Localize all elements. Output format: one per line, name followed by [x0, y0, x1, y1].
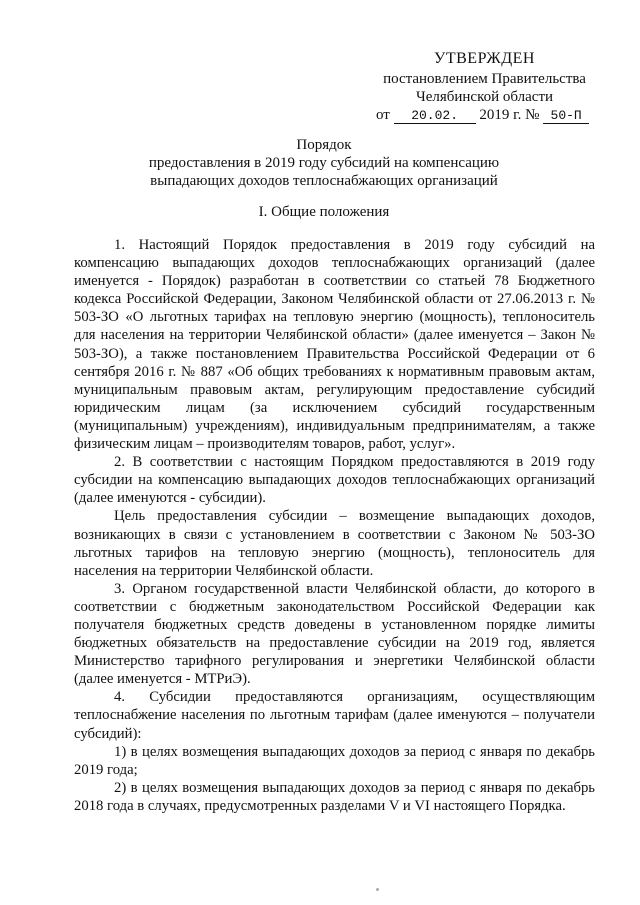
approval-line-2: Челябинской области [415, 89, 554, 105]
approval-date: 20.02. [394, 108, 476, 124]
approval-year: 2019 г. № [479, 107, 540, 123]
paragraph-5: 4. Субсидии предоставляются организациям, осуществляющим теплоснабжение населения по льготным тарифам (далее именуются – получатели субсидий): [74, 689, 595, 742]
title-line-1: Порядок [296, 137, 352, 153]
title-line-3: выпадающих доходов теплоснабжающих организаций [150, 173, 498, 189]
paragraph-1: 1. Настоящий Порядок предоставления в 2019 году субсидий на компенсацию выпадающих доходов теплоснабжающих организаций (далее именуется - Порядок) разработан в соответствии со статьей 78 Бюджетного кодекса Российской Федерации, Законом Челябинской области от 27.06.2013 г. № 503-ЗО «О льготных тарифах на тепловую энергию (мощность), теплоноситель для населения на территории Челябинской области» (далее именуется – Закон № 503-ЗО), а также постановлением Правительства Российской Федерации от 6 сентября 2016 г. № 887 «Об общих требованиях к нормативным правовым актам, муниципальным правовым актам, регулирующим предоставление субсидий юридическим лицам (за исключением субсидий государственным (муниципальным) учреждениям), индивидуальным предпринимателям, а также физическим лицам – производителям товаров, работ, услуг». [74, 237, 595, 453]
approval-line-1: постановлением Правительства [383, 71, 586, 87]
from-prefix: от [376, 107, 390, 123]
paragraph-4: 3. Органом государственной власти Челябинской области, до которого в соответствии с бюджетным законодательством Российской Федерации как получателя бюджетных средств доведены в установленном порядке лимиты бюджетных обязательств на предоставление субсидии на 2019 год, является Министерство тарифного регулирования и энергетики Челябинской области (далее именуется - МТРиЭ). [74, 580, 595, 688]
paragraph-2: 2. В соответствии с настоящим Порядком предоставляются в 2019 году субсидии на компенсацию выпадающих доходов теплоснабжающих организаций (далее именуются - субсидии). [74, 454, 595, 507]
title-line-2: предоставления в 2019 году субсидий на компенсацию [148, 155, 500, 171]
approval-date-line [376, 106, 597, 124]
scan-speck [376, 888, 379, 891]
approval-heading: УТВЕРЖДЕН [434, 50, 535, 67]
approval-number: 50-П [543, 108, 589, 124]
document-title [60, 136, 588, 190]
paragraph-6: 1) в целях возмещения выпадающих доходов за период с января по декабрь 2019 года; [74, 743, 595, 778]
paragraph-7: 2) в целях возмещения выпадающих доходов за период с января по декабрь 2018 года в случаях, предусмотренных разделами V и VI настоящего Порядка. [74, 779, 595, 814]
approval-stamp [372, 50, 597, 124]
paragraph-3: Цель предоставления субсидии – возмещение выпадающих доходов, возникающих в связи с установлением в соответствии с Законом № 503-ЗО льготных тарифов на тепловую энергию (мощность), теплоноситель для населения на территории Челябинской области. [74, 508, 595, 579]
section-heading: I. Общие положения [258, 204, 390, 220]
body-text [74, 236, 595, 815]
